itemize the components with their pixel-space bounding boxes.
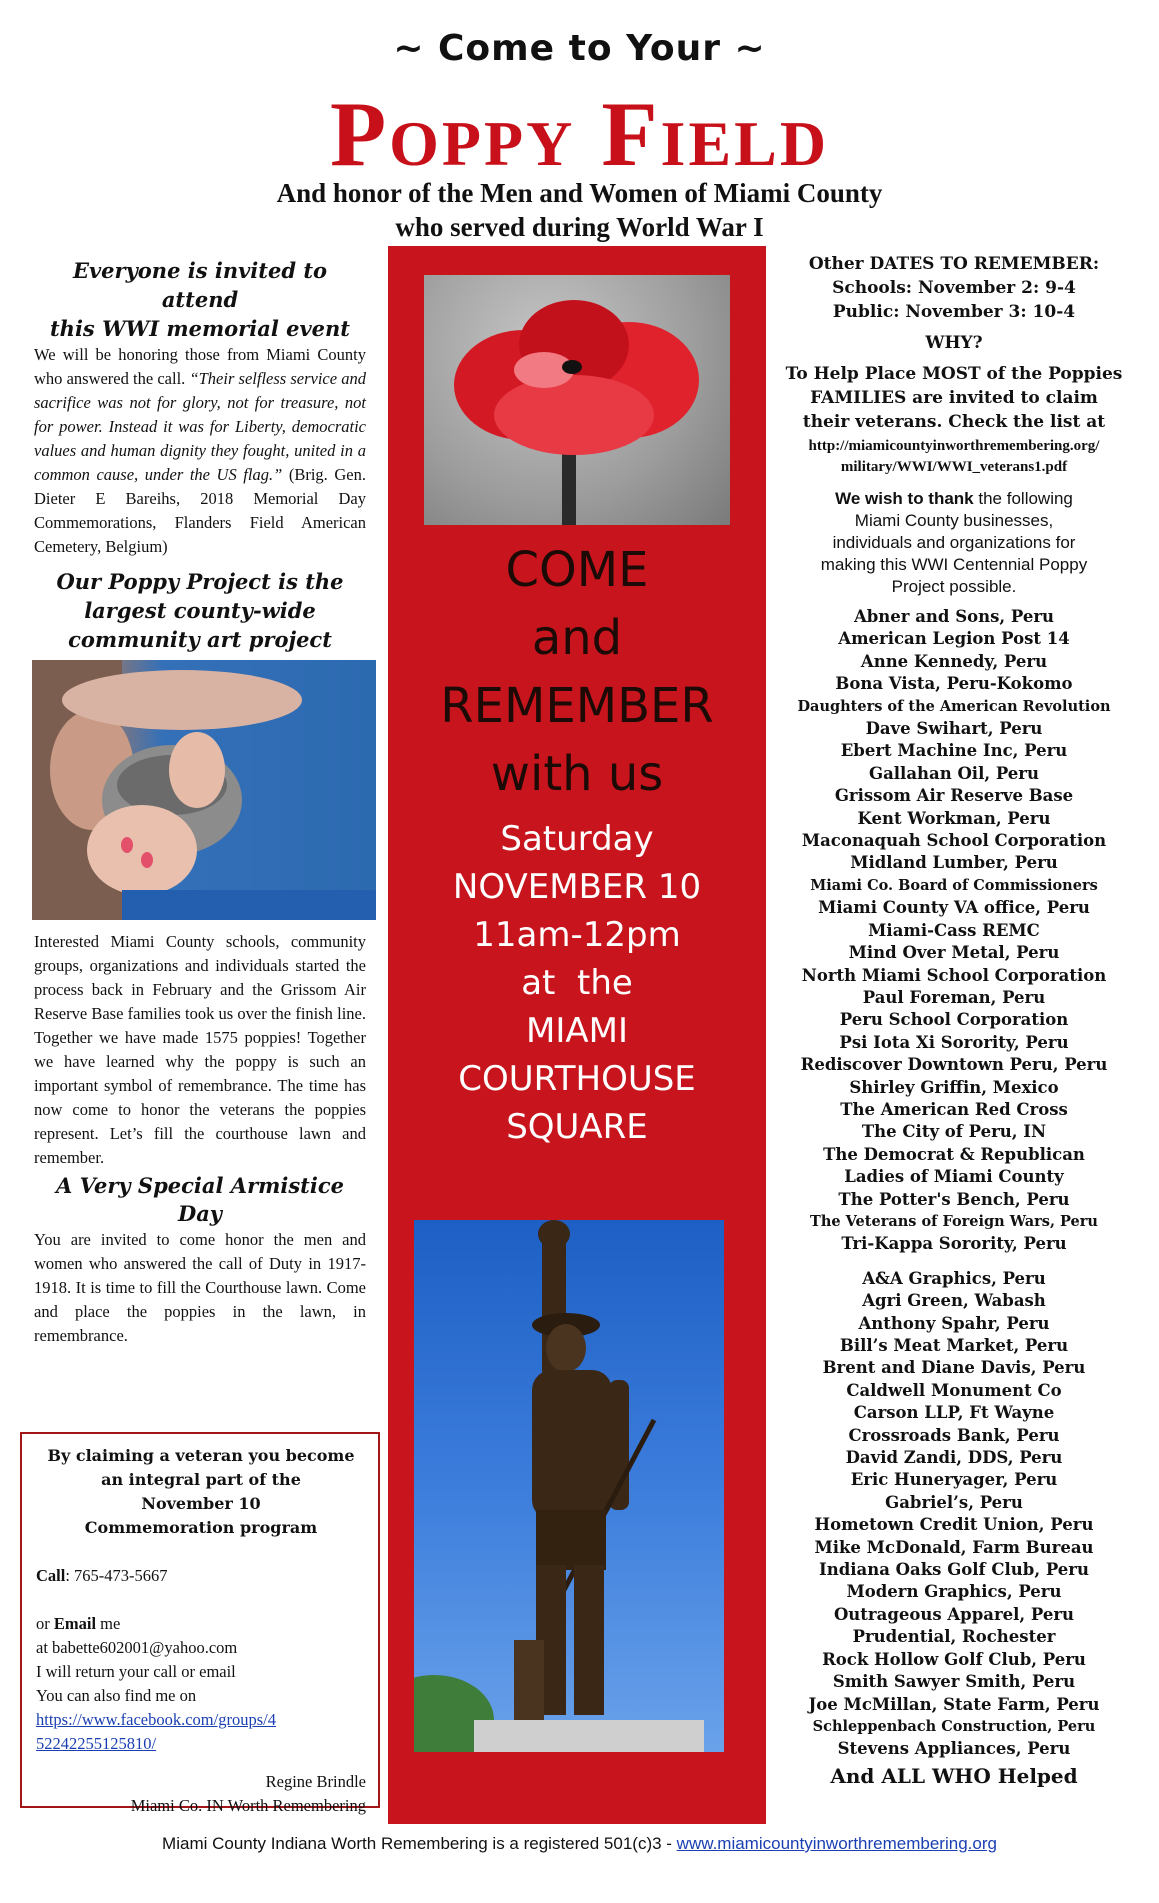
signature-org: Miami Co. IN Worth Remembering [130, 1796, 366, 1815]
claim-heading [36, 1444, 366, 1540]
child-making-poppy-photo [32, 660, 376, 920]
invite-heading [34, 256, 366, 343]
email-address[interactable]: at babette602001@yahoo.com [36, 1638, 238, 1657]
event-time: 11am-12pm [473, 915, 681, 955]
sponsor-item: Ladies of Miami County [844, 1167, 1064, 1187]
help-line-1: To Help Place MOST of the Poppies [785, 364, 1123, 384]
claim-heading-line-1: By claiming a veteran you become [47, 1446, 355, 1465]
come-and-remember [388, 536, 766, 808]
sponsor-item: Daughters of the American Revolution [797, 697, 1111, 715]
sponsor-item: Tri-Kappa Sorority, Peru [841, 1234, 1067, 1254]
sponsor-item: The City of Peru, IN [861, 1122, 1047, 1142]
sponsor-item: Abner and Sons, Peru [853, 607, 1055, 626]
sponsor-item: Dave Swihart, Peru [865, 719, 1043, 739]
thanks-line-5: Project possible. [891, 577, 1017, 596]
project-heading [34, 567, 366, 654]
facebook-link[interactable] [36, 1708, 366, 1756]
subtitle-line-1: And honor of the Men and Women of Miami County [276, 178, 883, 208]
event-location-line: SQUARE [506, 1107, 648, 1147]
doughboy-statue-photo [414, 1220, 724, 1752]
come-line: and [531, 610, 623, 666]
call-number[interactable]: : 765-473-5667 [65, 1566, 168, 1585]
sponsor-item: Joe McMillan, State Farm, Peru [808, 1694, 1100, 1714]
intro-paragraph [34, 343, 366, 559]
sponsor-item: Outrageous Apparel, Peru [833, 1604, 1075, 1624]
intro-attribution: (Brig. Gen. Dieter E Bareihs, 2018 Memorial Day Commemorations, Flanders Field American Cemetery, Belgium) [34, 465, 367, 556]
sponsor-list-1 [778, 606, 1130, 1256]
footer-text: Miami County Indiana Worth Remembering is a registered 501(c)3 - [162, 1834, 677, 1853]
signature-name: Regine Brindle [265, 1772, 366, 1791]
sponsor-item: Prudential, Rochester [852, 1627, 1056, 1647]
left-column [34, 256, 366, 1348]
closing-line: And ALL WHO Helped [830, 1763, 1078, 1788]
come-line: COME [505, 542, 649, 598]
sponsor-item: Ebert Machine Inc, Peru [840, 741, 1068, 761]
thanks-paragraph [778, 488, 1130, 598]
sponsor-item: Gallahan Oil, Peru [869, 763, 1039, 783]
sponsor-item: Schleppenbach Construction, Peru [812, 1717, 1096, 1735]
sponsor-item: Rock Hollow Golf Club, Peru [822, 1649, 1086, 1669]
armistice-heading: A Very Special Armistice Day [56, 1173, 344, 1226]
sponsor-item: Anthony Spahr, Peru [858, 1313, 1050, 1333]
invite-heading-line-1: Everyone is invited to attend [72, 258, 328, 312]
claim-veteran-box [20, 1432, 380, 1815]
project-body: Interested Miami County schools, community groups, organizations and individuals started the process back in February and the Grissom Air Reserve Base families took us over the finish line. Together we have made 1575 poppies! Together we have learned why the poppy is such an important symbol of remembrance. The time has now come to honor the veterans the poppies represent. Let’s fill the courthouse lawn and remember. [34, 932, 366, 1167]
thanks-line-3: individuals and organizations for [832, 533, 1076, 552]
claim-heading-line-2: an integral part of the [101, 1470, 301, 1489]
veterans-list-url-line-2[interactable]: military/WWI/WWI_veterans1.pdf [840, 459, 1068, 475]
sponsor-item: Indiana Oaks Golf Club, Peru [819, 1560, 1089, 1580]
event-location-line: MIAMI [526, 1011, 628, 1051]
kicker: ~ Come to Your ~ [393, 28, 766, 69]
veterans-list-url-line-1[interactable]: http://miamicountyinworthremembering.org/ [808, 438, 1100, 454]
event-location-line: COURTHOUSE [458, 1059, 696, 1099]
sponsor-item: Stevens Appliances, Peru [837, 1739, 1071, 1759]
sponsor-item: Eric Huneryager, Peru [850, 1470, 1058, 1490]
project-heading-line-1: Our Poppy Project is the [56, 569, 344, 594]
return-text: I will return your call or email [36, 1662, 236, 1681]
sponsor-item: Mind Over Metal, Peru [848, 943, 1060, 963]
project-heading-line-3: community art project [68, 627, 332, 652]
event-day: Saturday [500, 819, 654, 859]
sponsor-item: The Democrat & Republican [823, 1144, 1085, 1164]
sponsor-item: Rediscover Downtown Peru, Peru [800, 1055, 1108, 1075]
public-date: Public: November 3: 10-4 [832, 302, 1076, 322]
event-details [388, 815, 766, 1151]
thanks-line-1-text: the following [973, 489, 1073, 508]
sponsor-item: Crossroads Bank, Peru [848, 1425, 1060, 1445]
sponsor-item: Hometown Credit Union, Peru [814, 1515, 1094, 1535]
sponsor-item: Miami-Cass REMC [868, 920, 1040, 940]
sponsor-item: Kent Workman, Peru [857, 808, 1051, 828]
invite-heading-line-2: this WWI memorial event [49, 316, 351, 341]
sponsor-item: Smith Sawyer Smith, Peru [832, 1672, 1076, 1692]
sponsor-list-2 [778, 1268, 1130, 1761]
veterans-list-url[interactable] [778, 436, 1130, 478]
thanks-line-4: making this WWI Centennial Poppy [820, 555, 1088, 574]
email-label: Email [53, 1614, 97, 1633]
page-title: Poppy Field [329, 83, 830, 185]
why-heading: WHY? [925, 333, 983, 353]
sponsor-item: Miami Co. Board of Commissioners [810, 876, 1098, 894]
facebook-link-part-1[interactable]: https://www.facebook.com/groups/4 [36, 1710, 276, 1729]
event-date: NOVEMBER 10 [452, 867, 702, 907]
intro-quote: “Their selfless service and sacrifice was not for glory, not for treasure, not for power. Instead it was for Liberty, democratic values and human dignity they fought, united in a common cause, under the US flag.” [34, 369, 366, 484]
sponsor-item: Anne Kennedy, Peru [860, 651, 1048, 671]
right-column [778, 252, 1130, 1789]
subtitle-line-2: who served during World War I [395, 212, 764, 242]
sponsor-item: Midland Lumber, Peru [850, 853, 1058, 873]
event-at: at the [521, 963, 633, 1003]
come-line: with us [490, 746, 664, 802]
sponsor-item: Shirley Griffin, Mexico [849, 1077, 1059, 1097]
sponsor-item: David Zandi, DDS, Peru [845, 1448, 1063, 1468]
dates-heading: Other DATES TO REMEMBER: [808, 254, 1100, 274]
sponsor-item: The American Red Cross [840, 1099, 1068, 1119]
facebook-intro: You can also find me on [36, 1686, 197, 1705]
sponsor-item: Mike McDonald, Farm Bureau [814, 1537, 1094, 1557]
sponsor-item: Miami County VA office, Peru [818, 898, 1090, 918]
sponsor-item: Agri Green, Wabash [862, 1291, 1046, 1311]
sponsor-item: Grissom Air Reserve Base [834, 786, 1074, 806]
sponsor-item: Psi Iota Xi Sorority, Peru [839, 1032, 1069, 1052]
thanks-lead: We wish to thank [835, 489, 974, 508]
help-line-2: FAMILIES are invited to claim [810, 388, 1098, 408]
sponsor-item: Peru School Corporation [839, 1010, 1069, 1030]
sponsor-item: Bill’s Meat Market, Peru [839, 1336, 1069, 1355]
call-line [36, 1564, 366, 1588]
armistice-body: You are invited to come honor the men and women who answered the call of Duty in 1917-1918. It is time to fill the Courthouse lawn. Come and place the poppies in the lawn, in remembrance. [34, 1230, 366, 1345]
help-line-3: their veterans. Check the list at [802, 412, 1106, 432]
thanks-line-2: Miami County businesses, [854, 511, 1054, 530]
facebook-link-part-2[interactable]: 52242255125810/ [36, 1734, 157, 1753]
email-prefix: or [36, 1614, 54, 1633]
sponsor-item: Paul Foreman, Peru [862, 987, 1046, 1007]
project-heading-line-2: largest county-wide [84, 598, 316, 623]
sponsor-item: Maconaquah School Corporation [801, 831, 1107, 851]
sponsor-item: The Veterans of Foreign Wars, Peru [810, 1212, 1098, 1230]
sponsor-item: The Potter's Bench, Peru [838, 1189, 1070, 1209]
email-suffix: me [96, 1614, 121, 1633]
email-line [36, 1612, 366, 1636]
sponsor-item: Caldwell Monument Co [846, 1380, 1062, 1400]
sponsor-item: A&A Graphics, Peru [862, 1268, 1046, 1288]
subtitle [0, 176, 1159, 244]
footer-website-link[interactable]: www.miamicountyinworthremembering.org [676, 1834, 997, 1853]
claim-heading-line-4: Commemoration program [84, 1518, 318, 1537]
claim-heading-line-3: November 10 [141, 1494, 261, 1513]
thanks-line-1 [778, 488, 1130, 510]
sponsor-item: Modern Graphics, Peru [846, 1582, 1062, 1602]
intro-text: We will be honoring those from Miami County who answered the call. [34, 345, 366, 388]
sponsor-item: Brent and Diane Davis, Peru [822, 1358, 1086, 1378]
ceramic-poppy-photo [424, 275, 730, 525]
sponsor-item: Bona Vista, Peru-Kokomo [835, 674, 1073, 694]
sponsor-item: Gabriel’s, Peru [885, 1492, 1023, 1512]
come-line: REMEMBER [440, 678, 714, 734]
call-label: Call [36, 1566, 66, 1585]
footer [0, 1834, 1159, 1854]
sponsor-item: North Miami School Corporation [801, 965, 1107, 985]
sponsor-item: Carson LLP, Ft Wayne [853, 1403, 1055, 1423]
schools-date: Schools: November 2: 9-4 [832, 278, 1076, 298]
sponsor-item: American Legion Post 14 [838, 629, 1070, 649]
